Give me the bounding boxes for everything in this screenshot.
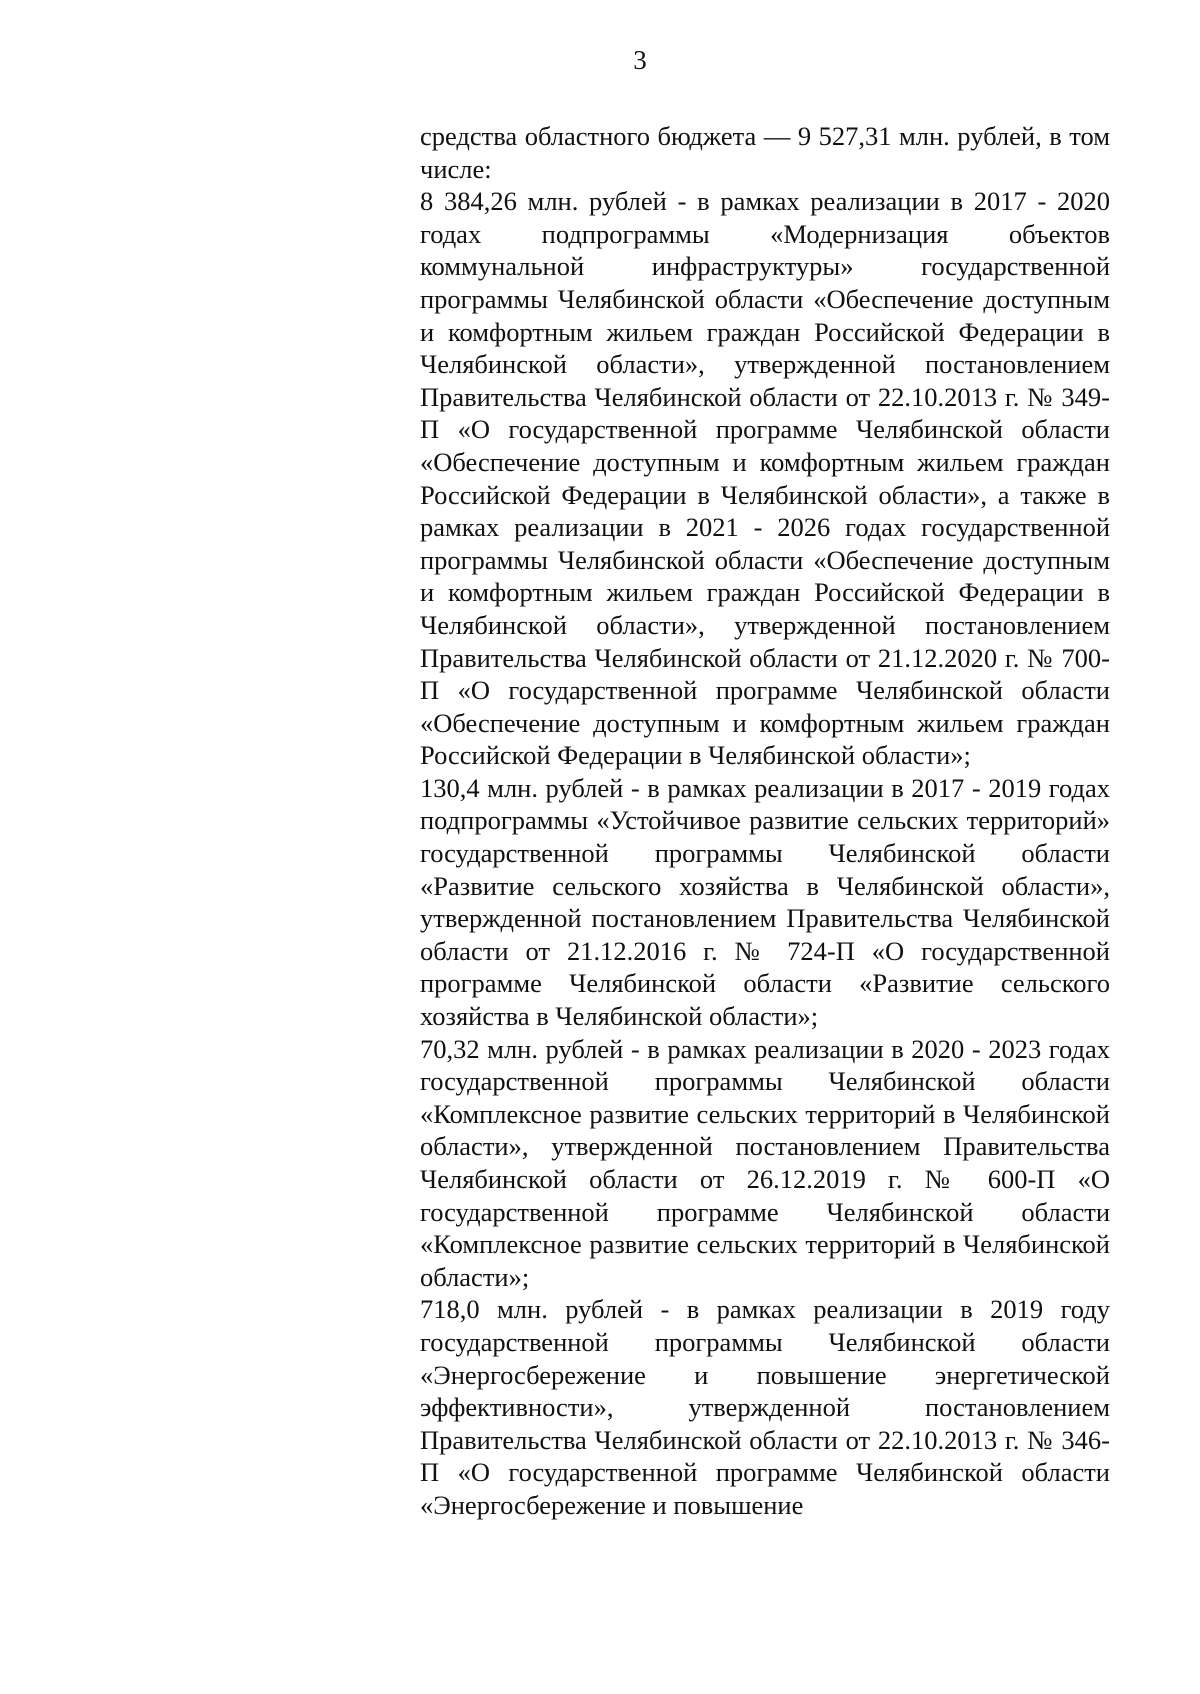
- document-body: [420, 120, 1110, 1522]
- paragraph-housing-program-funding: 8 384,26 млн. рублей - в рамках реализации в 2017 - 2020 годах подпрограммы «Модернизация объектов коммунальной инфраструктуры» государственной программы Челябинской области «Обеспечение доступным и комфортным жильем граждан Российской Федерации в Челябинской области», утвержденной постановлением Правительства Челябинской области от 22.10.2013 г. № 349-П «О государственной программе Челябинской области «Обеспечение доступным и комфортным жильем граждан Российской Федерации в Челябинской области», а также в рамках реализации в 2021 - 2026 годах государственной программы Челябинской области «Обеспечение доступным и комфортным жильем граждан Российской Федерации в Челябинской области», утвержденной постановлением Правительства Челябинской области от 21.12.2020 г. № 700-П «О государственной программе Челябинской области «Обеспечение доступным и комфортным жильем граждан Российской Федерации в Челябинской области»;: [420, 186, 1110, 771]
- paragraph-regional-budget-total: средства областного бюджета — 9 527,31 млн. рублей, в том числе:: [420, 121, 1110, 184]
- paragraph-rural-territories-2020-2023: 70,32 млн. рублей - в рамках реализации в 2020 - 2023 годах государственной программы Челябинской области «Комплексное развитие сельских территорий в Челябинской области», утвержденной постановлением Правительства Челябинской области от 26.12.2019 г. № 600-П «О государственной программе Челябинской области «Комплексное развитие сельских территорий в Челябинской области»;: [420, 1033, 1110, 1292]
- page-number: 3: [633, 45, 647, 75]
- paragraph-energy-saving-2019: 718,0 млн. рублей - в рамках реализации в 2019 году государственной программы Челябинской области «Энергосбережение и повышение энергетической эффективности», утвержденной постановлением Правительства Челябинской области от 22.10.2013 г. № 346-П «О государственной программе Челябинской области «Энергосбережение и повышение: [420, 1294, 1110, 1520]
- paragraph-rural-development-2017-2019: 130,4 млн. рублей - в рамках реализации в 2017 - 2019 годах подпрограммы «Устойчивое развитие сельских территорий» государственной программы Челябинской области «Развитие сельского хозяйства в Челябинской области», утвержденной постановлением Правительства Челябинской области от 21.12.2016 г. № 724-П «О государственной программе Челябинской области «Развитие сельского хозяйства в Челябинской области»;: [420, 772, 1110, 1032]
